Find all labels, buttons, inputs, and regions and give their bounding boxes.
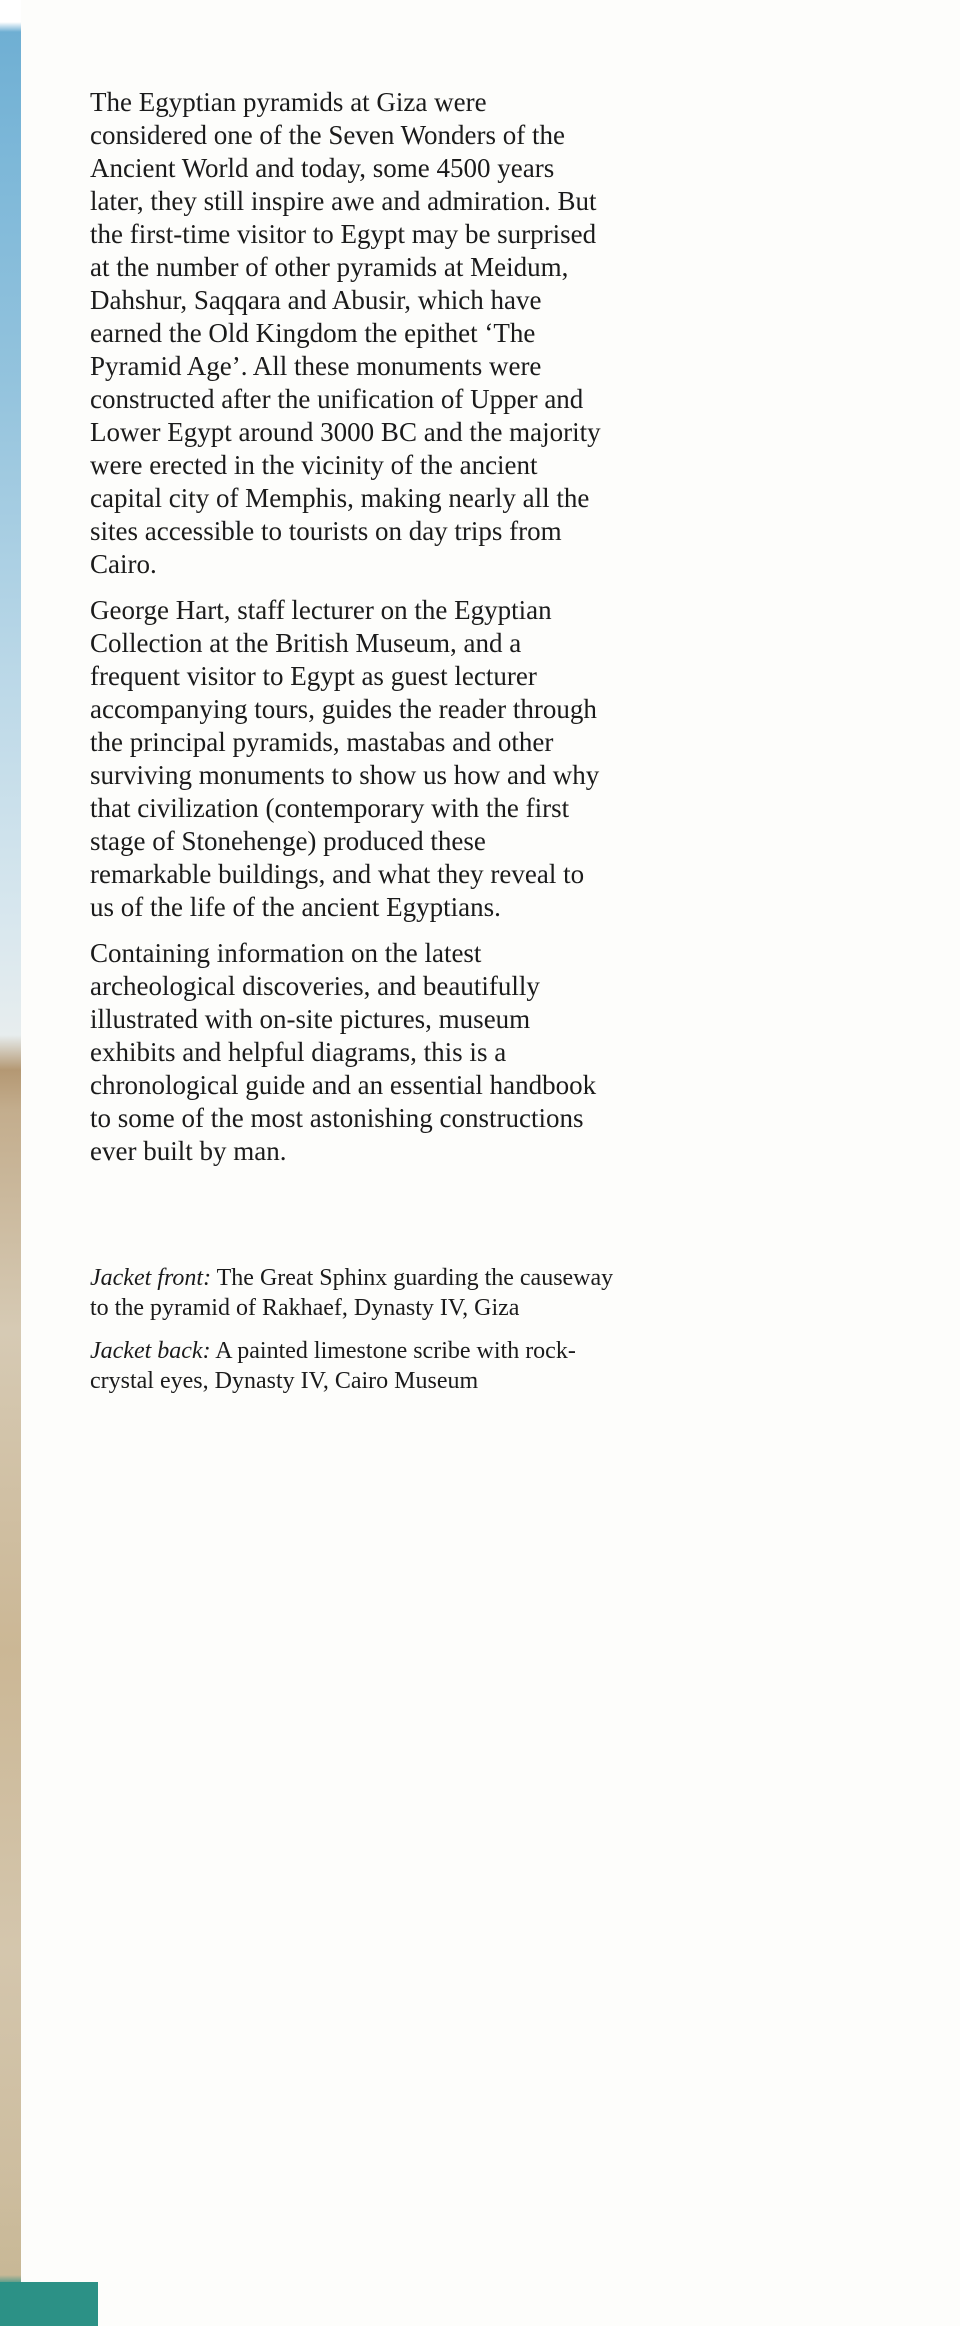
jacket-teal-band xyxy=(0,2282,98,2326)
jacket-back-label: Jacket back: xyxy=(90,1338,211,1364)
jacket-caption-block xyxy=(90,1263,618,1396)
jacket-front-text: The Great Sphinx guarding the causeway to the pyramid of Rakhaef, Dynasty IV, Giza xyxy=(90,1265,614,1321)
blurb-paragraph-2: George Hart, staff lecturer on the Egyptian Collection at the British Museum, and a frequent visitor to Egypt as guest lecturer accompanying tours, guides the reader through the principal pyramids, mastabas and other surviving monuments to show us how and why that civilization (contemporary with the first stage of Stonehenge) produced these remarkable buildings, and what they reveal to us of the life of the ancient Egyptians. xyxy=(90,595,600,922)
jacket-back-text: A painted limestone scribe with rock-crystal eyes, Dynasty IV, Cairo Museum xyxy=(90,1338,576,1394)
blurb-paragraph-1: The Egyptian pyramids at Giza were considered one of the Seven Wonders of the Ancient World and today, some 4500 years later, they still inspire awe and admiration. But the first-time visitor to Egypt may be surprised at the number of other pyramids at Meidum, Dahshur, Saqqara and Abusir, which have earned the Old Kingdom the epithet ‘The Pyramid Age’. All these monuments were constructed after the unification of Upper and Lower Egypt around 3000 BC and the majority were erected in the vicinity of the ancient capital city of Memphis, making nearly all the sites accessible to tourists on day trips from Cairo. xyxy=(90,87,601,579)
jacket-back-caption xyxy=(90,1336,618,1396)
blurb-paragraph-3: Containing information on the latest archeological discoveries, and beautifully illustrated with on-site pictures, museum exhibits and helpful diagrams, this is a chronological guide and an essential handbook to some of the most astonishing constructions ever built by man. xyxy=(90,938,597,1166)
jacket-front-label: Jacket front: xyxy=(90,1265,212,1291)
jacket-photo-edge-strip xyxy=(0,0,21,2326)
jacket-front-caption xyxy=(90,1263,618,1323)
flap-text-column xyxy=(90,86,614,1409)
